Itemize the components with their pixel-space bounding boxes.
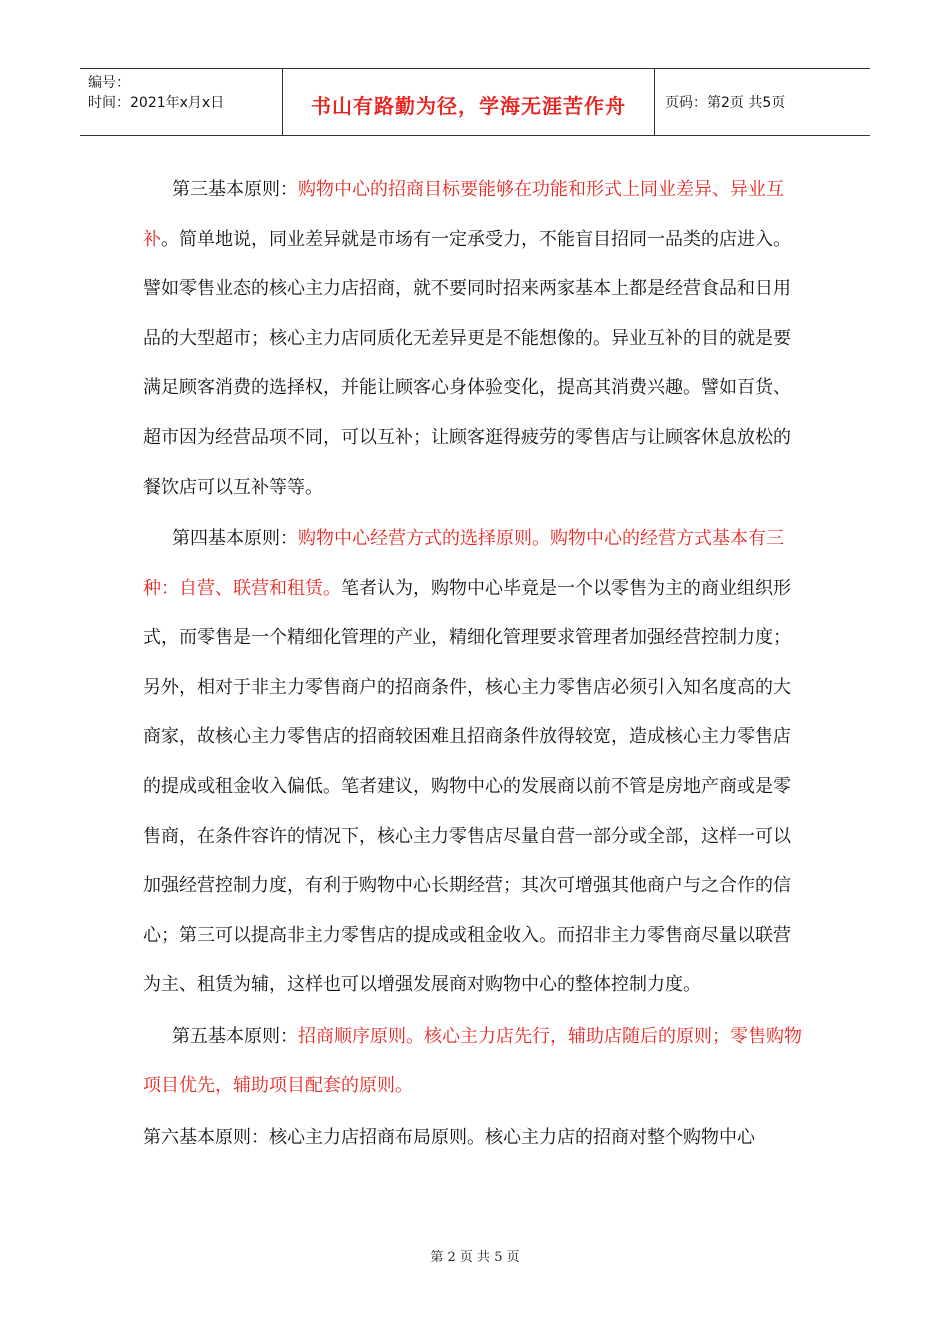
header-motto-cell [283, 69, 655, 135]
paragraph-principle-3 [143, 165, 807, 512]
principle-body: 核心主力店招商布局原则。核心主力店的招商对整个购物中心 [269, 1126, 755, 1148]
paragraph-principle-5 [143, 1012, 807, 1111]
page-header [80, 68, 870, 136]
header-meta [80, 69, 283, 135]
page-code: 页码：第2页 共5页 [665, 95, 786, 111]
motto-text: 书山有路勤为径，学海无涯苦作舟 [311, 93, 626, 118]
header-page-code-cell [655, 69, 870, 135]
serial-number-label: 编号： [88, 75, 130, 91]
principle-body: 。简单地说，同业差异就是市场有一定承受力，不能盲目招同一品类的店进入。譬如零售业态的核心主力店招商，就不要同时招来两家基本上都是经营食品和日用品的大型超市；核心主力店同质化无差异更是不能想像的。异业互补的目的就是要满足顾客消费的选择权，并能让顾客心身体验变化，提高其消费兴趣。譬如百货、超市因为经营品项不同，可以互补；让顾客逛得疲劳的零售店与让顾客休息放松的餐饮店可以互补等等。 [143, 228, 791, 498]
time-label: 时间：2021年x月x日 [88, 95, 225, 111]
principle-lead: 第四基本原则： [172, 527, 298, 549]
footer-page-number: 第 2 页 共 5 页 [430, 1250, 520, 1265]
principle-lead: 第三基本原则： [172, 179, 298, 200]
page-footer [0, 1246, 950, 1265]
document-body [143, 165, 807, 1164]
paragraph-principle-6 [143, 1113, 807, 1163]
principle-lead: 第五基本原则： [172, 1025, 298, 1047]
principle-highlight: 招商顺序原则。核心主力店先行，辅助店随后的原则；零售购物项目优先，辅助项目配套的原则。 [143, 1025, 802, 1097]
paragraph-principle-4 [143, 514, 807, 1010]
principle-lead: 第六基本原则： [143, 1126, 269, 1148]
principle-body: 笔者认为，购物中心毕竟是一个以零售为主的商业组织形式，而零售是一个精细化管理的产业，精细化管理要求管理者加强经营控制力度；另外，相对于非主力零售商户的招商条件，核心主力零售店必须引入知名度高的大商家，故核心主力零售店的招商较困难且招商条件放得较宽，造成核心主力零售店的提成或租金收入偏低。笔者建议，购物中心的发展商以前不管是房地产商或是零售商，在条件容许的情况下，核心主力零售店尽量自营一部分或全部，这样一可以加强经营控制力度，有利于购物中心长期经营；其次可增强其他商户与之合作的信心；第三可以提高非主力零售店的提成或租金收入。而招非主力零售商尽量以联营为主、租赁为辅，这样也可以增强发展商对购物中心的整体控制力度。 [143, 577, 791, 996]
principle-highlight: 购物中心经营方式的选择原则。购物中心的经营方式基本有三种：自营、联营和租赁。 [143, 527, 784, 599]
principle-highlight: 购物中心的招商目标要能够在功能和形式上同业差异、异业互补 [143, 179, 784, 250]
